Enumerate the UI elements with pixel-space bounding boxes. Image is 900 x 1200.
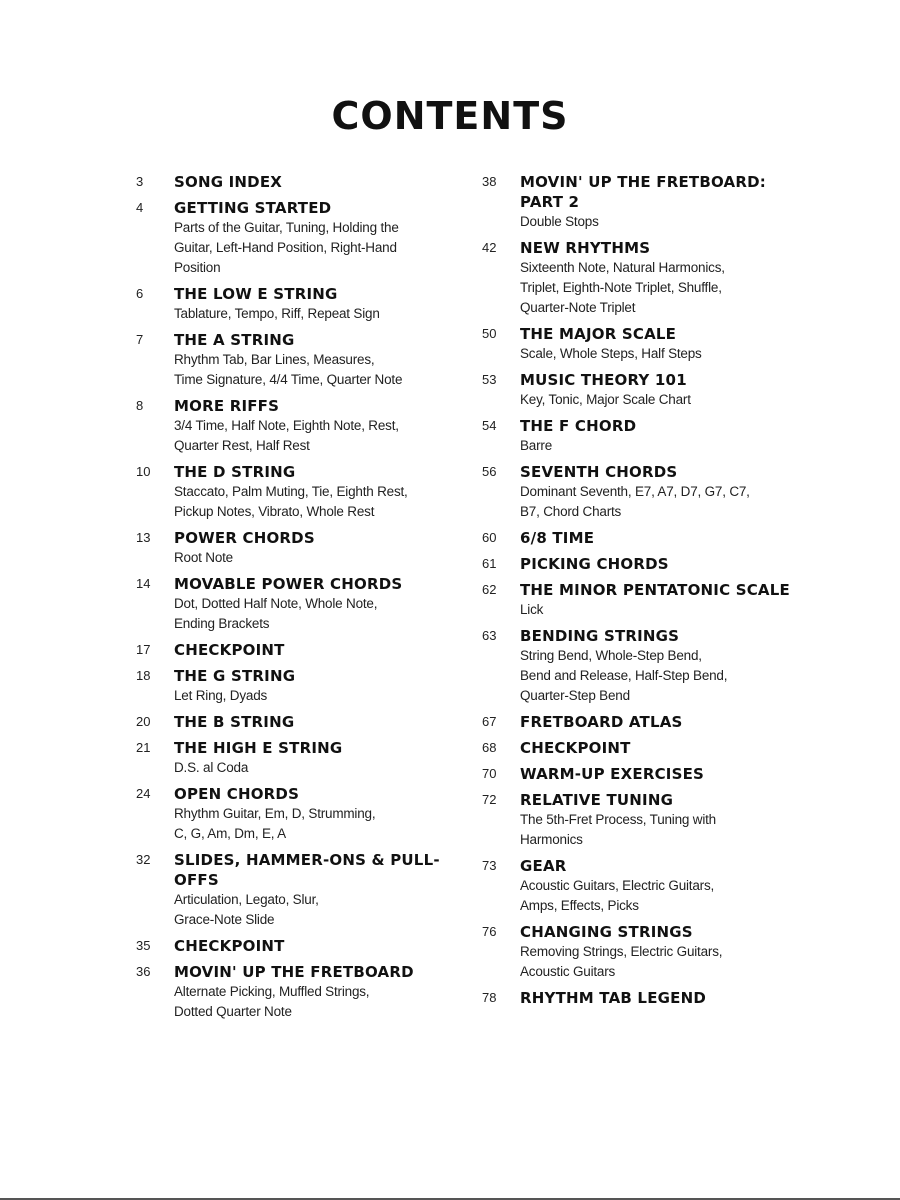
- toc-entry: [482, 626, 802, 706]
- toc-page-number: 73: [482, 858, 497, 873]
- toc-entry-title: CHECKPOINT: [520, 739, 631, 757]
- toc-page-number: 13: [136, 530, 151, 545]
- toc-entry-title: THE A STRING: [174, 331, 295, 349]
- toc-entry-body: [174, 528, 456, 568]
- toc-page-number: 78: [482, 990, 497, 1005]
- toc-entry-title: NEW RHYTHMS: [520, 239, 651, 257]
- toc-entry-title: SEVENTH CHORDS: [520, 463, 678, 481]
- toc-entry-title: THE HIGH E STRING: [174, 739, 343, 757]
- toc-entry-body: [520, 528, 802, 548]
- toc-entry-body: [174, 330, 456, 390]
- toc-page-number: 10: [136, 464, 151, 479]
- toc-entry: [136, 850, 456, 930]
- toc-entry-title: THE D STRING: [174, 463, 296, 481]
- toc-entry-body: [520, 922, 802, 982]
- toc-entry-body: [174, 962, 456, 1022]
- toc-entry-title: THE F CHORD: [520, 417, 637, 435]
- toc-entry-title: WARM-UP EXERCISES: [520, 765, 705, 783]
- toc-entry-description: Rhythm Guitar, Em, D, Strumming,: [174, 806, 376, 821]
- contents-column-left: [136, 172, 456, 1028]
- toc-entry: [136, 330, 456, 390]
- toc-entry-title: MUSIC THEORY 101: [520, 371, 687, 389]
- toc-entry: [136, 574, 456, 634]
- toc-page-number: 53: [482, 372, 497, 387]
- toc-entry-body: [174, 738, 456, 778]
- toc-entry-body: [520, 988, 802, 1008]
- toc-page-number: 42: [482, 240, 497, 255]
- toc-page-number: 7: [136, 332, 144, 347]
- toc-entry-title: MOVABLE POWER CHORDS: [174, 575, 403, 593]
- toc-entry-title: CHANGING STRINGS: [520, 923, 693, 941]
- toc-entry: [136, 936, 456, 956]
- toc-entry: [482, 238, 802, 318]
- toc-entry-title: BENDING STRINGS: [520, 627, 680, 645]
- toc-entry: [136, 528, 456, 568]
- toc-entry-body: [174, 574, 456, 634]
- toc-entry-body: [520, 790, 802, 850]
- toc-entry-body: [520, 580, 802, 620]
- toc-entry-description: Guitar, Left-Hand Position, Right-Hand: [174, 240, 397, 255]
- toc-page-number: 6: [136, 286, 144, 301]
- toc-entry-description: Articulation, Legato, Slur,: [174, 892, 319, 907]
- toc-entry-description: Acoustic Guitars: [520, 964, 616, 979]
- toc-entry: [136, 738, 456, 778]
- toc-page-number: 72: [482, 792, 497, 807]
- toc-entry-description: Scale, Whole Steps, Half Steps: [520, 346, 702, 361]
- toc-entry-description: Barre: [520, 438, 553, 453]
- toc-entry-title: PICKING CHORDS: [520, 555, 669, 573]
- toc-entry-body: [174, 640, 456, 660]
- toc-entry-body: [520, 238, 802, 318]
- toc-page-number: 68: [482, 740, 497, 755]
- toc-entry-description: Dotted Quarter Note: [174, 1004, 292, 1019]
- toc-page-number: 62: [482, 582, 497, 597]
- toc-entry-title: THE MAJOR SCALE: [520, 325, 677, 343]
- toc-entry-description: Parts of the Guitar, Tuning, Holding the: [174, 220, 399, 235]
- toc-page-number: 50: [482, 326, 497, 341]
- toc-entry-title: MOVIN' UP THE FRETBOARD: PART 2: [520, 173, 766, 211]
- toc-entry-body: [174, 850, 456, 930]
- toc-entry-description: Amps, Effects, Picks: [520, 898, 639, 913]
- toc-entry-body: [174, 172, 456, 192]
- toc-entry-description: Alternate Picking, Muffled Strings,: [174, 984, 370, 999]
- toc-entry: [482, 528, 802, 548]
- toc-entry-title: CHECKPOINT: [174, 937, 285, 955]
- toc-entry-title: POWER CHORDS: [174, 529, 315, 547]
- toc-entry-title: MORE RIFFS: [174, 397, 280, 415]
- toc-entry-body: [174, 198, 456, 278]
- toc-page-number: 14: [136, 576, 151, 591]
- toc-entry-description: Position: [174, 260, 221, 275]
- toc-entry-body: [520, 764, 802, 784]
- toc-entry: [136, 666, 456, 706]
- toc-page-number: 60: [482, 530, 497, 545]
- toc-entry-body: [174, 666, 456, 706]
- contents-column-right: [482, 172, 802, 1014]
- toc-entry: [136, 784, 456, 844]
- toc-page-number: 17: [136, 642, 151, 657]
- toc-entry-description: B7, Chord Charts: [520, 504, 622, 519]
- toc-entry-description: D.S. al Coda: [174, 760, 249, 775]
- toc-entry-title: SONG INDEX: [174, 173, 283, 191]
- toc-entry-description: Acoustic Guitars, Electric Guitars,: [520, 878, 715, 893]
- toc-entry-description: Bend and Release, Half-Step Bend,: [520, 668, 728, 683]
- toc-entry-description: Triplet, Eighth-Note Triplet, Shuffle,: [520, 280, 722, 295]
- toc-entry-body: [520, 738, 802, 758]
- toc-entry-title: SLIDES, HAMMER-ONS & PULL-OFFS: [174, 851, 440, 889]
- toc-entry: [136, 462, 456, 522]
- toc-entry: [482, 764, 802, 784]
- toc-entry-description: Double Stops: [520, 214, 599, 229]
- toc-entry-description: Ending Brackets: [174, 616, 270, 631]
- toc-entry-body: [520, 626, 802, 706]
- toc-entry: [136, 962, 456, 1022]
- toc-entry: [136, 640, 456, 660]
- toc-entry: [482, 712, 802, 732]
- toc-entry-description: Staccato, Palm Muting, Tie, Eighth Rest,: [174, 484, 408, 499]
- toc-entry-title: THE G STRING: [174, 667, 296, 685]
- toc-entry-description: 3/4 Time, Half Note, Eighth Note, Rest,: [174, 418, 399, 433]
- toc-entry-title: THE B STRING: [174, 713, 295, 731]
- toc-entry: [482, 580, 802, 620]
- toc-entry-description: Grace-Note Slide: [174, 912, 275, 927]
- toc-entry-description: C, G, Am, Dm, E, A: [174, 826, 286, 841]
- toc-entry-body: [520, 324, 802, 364]
- toc-entry: [482, 370, 802, 410]
- toc-page-number: 21: [136, 740, 151, 755]
- toc-entry: [136, 712, 456, 732]
- toc-entry-description: Key, Tonic, Major Scale Chart: [520, 392, 691, 407]
- toc-page-number: 63: [482, 628, 497, 643]
- toc-page-number: 18: [136, 668, 151, 683]
- toc-entry-description: Quarter-Step Bend: [520, 688, 630, 703]
- toc-page-number: 67: [482, 714, 497, 729]
- toc-entry-body: [520, 856, 802, 916]
- toc-entry-description: Dot, Dotted Half Note, Whole Note,: [174, 596, 378, 611]
- toc-entry-body: [520, 712, 802, 732]
- toc-entry-description: Rhythm Tab, Bar Lines, Measures,: [174, 352, 375, 367]
- toc-entry-body: [174, 396, 456, 456]
- toc-entry-title: RHYTHM TAB LEGEND: [520, 989, 707, 1007]
- toc-entry-title: THE MINOR PENTATONIC SCALE: [520, 581, 790, 599]
- toc-entry-description: Pickup Notes, Vibrato, Whole Rest: [174, 504, 375, 519]
- toc-entry-body: [520, 416, 802, 456]
- toc-entry: [482, 462, 802, 522]
- toc-entry-title: MOVIN' UP THE FRETBOARD: [174, 963, 414, 981]
- toc-entry-description: Sixteenth Note, Natural Harmonics,: [520, 260, 725, 275]
- toc-entry: [482, 922, 802, 982]
- toc-entry: [136, 284, 456, 324]
- toc-page-number: 3: [136, 174, 144, 189]
- toc-entry-title: 6/8 TIME: [520, 529, 595, 547]
- toc-entry-description: Lick: [520, 602, 544, 617]
- toc-entry-title: CHECKPOINT: [174, 641, 285, 659]
- toc-entry-body: [520, 462, 802, 522]
- toc-entry-title: GEAR: [520, 857, 567, 875]
- toc-page-number: 56: [482, 464, 497, 479]
- toc-entry: [482, 324, 802, 364]
- toc-entry-description: Removing Strings, Electric Guitars,: [520, 944, 723, 959]
- toc-entry-description: Let Ring, Dyads: [174, 688, 268, 703]
- toc-entry-title: GETTING STARTED: [174, 199, 332, 217]
- toc-entry-description: Quarter-Note Triplet: [520, 300, 636, 315]
- toc-entry: [482, 790, 802, 850]
- toc-entry-title: THE LOW E STRING: [174, 285, 338, 303]
- toc-entry-body: [520, 370, 802, 410]
- toc-entry: [482, 554, 802, 574]
- toc-entry-description: Harmonics: [520, 832, 583, 847]
- toc-entry: [136, 172, 456, 192]
- toc-entry-title: OPEN CHORDS: [174, 785, 300, 803]
- toc-entry-description: The 5th-Fret Process, Tuning with: [520, 812, 716, 827]
- page-title: CONTENTS: [331, 94, 569, 138]
- toc-entry: [482, 988, 802, 1008]
- toc-entry-body: [174, 284, 456, 324]
- toc-entry: [482, 172, 802, 232]
- toc-page-number: 70: [482, 766, 497, 781]
- toc-entry-body: [520, 554, 802, 574]
- toc-entry: [136, 396, 456, 456]
- toc-page-number: 24: [136, 786, 151, 801]
- toc-page-number: 20: [136, 714, 151, 729]
- toc-page-number: 61: [482, 556, 497, 571]
- toc-entry-description: Dominant Seventh, E7, A7, D7, G7, C7,: [520, 484, 750, 499]
- toc-entry-body: [174, 784, 456, 844]
- toc-entry-body: [520, 172, 802, 232]
- toc-page-number: 54: [482, 418, 497, 433]
- toc-entry: [136, 198, 456, 278]
- toc-entry: [482, 856, 802, 916]
- toc-page-number: 35: [136, 938, 151, 953]
- toc-page-number: 36: [136, 964, 151, 979]
- toc-page-number: 4: [136, 200, 144, 215]
- toc-entry: [482, 416, 802, 456]
- toc-entry-description: Quarter Rest, Half Rest: [174, 438, 310, 453]
- toc-entry-body: [174, 462, 456, 522]
- toc-entry-body: [174, 712, 456, 732]
- toc-page-number: 76: [482, 924, 497, 939]
- toc-entry-body: [174, 936, 456, 956]
- toc-entry-description: Tablature, Tempo, Riff, Repeat Sign: [174, 306, 380, 321]
- toc-page-number: 38: [482, 174, 497, 189]
- toc-entry-description: Time Signature, 4/4 Time, Quarter Note: [174, 372, 403, 387]
- toc-entry-description: String Bend, Whole-Step Bend,: [520, 648, 702, 663]
- toc-page-number: 8: [136, 398, 144, 413]
- toc-page-number: 32: [136, 852, 151, 867]
- toc-entry: [482, 738, 802, 758]
- toc-entry-title: FRETBOARD ATLAS: [520, 713, 683, 731]
- toc-entry-title: RELATIVE TUNING: [520, 791, 674, 809]
- toc-entry-description: Root Note: [174, 550, 233, 565]
